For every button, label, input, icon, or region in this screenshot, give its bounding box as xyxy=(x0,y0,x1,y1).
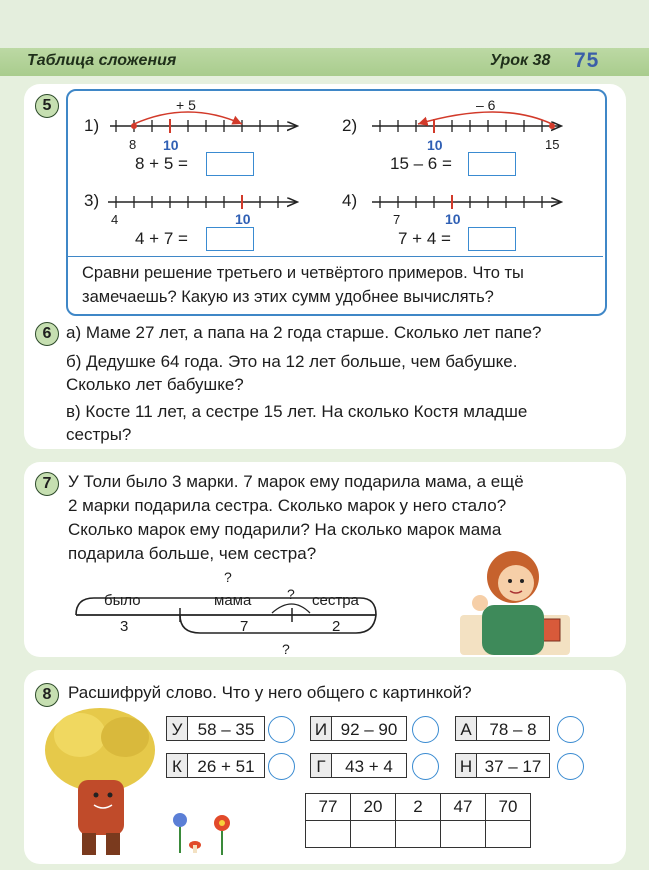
boy-illustration xyxy=(440,545,610,657)
task-5-question: Сравни решение третьего и четвёртого примеров. Что ты замечаешь? Какую из этих сумм удобнее вычислять? xyxy=(82,264,524,306)
answer-circle-n[interactable] xyxy=(557,753,584,780)
number-line-3 xyxy=(108,195,296,209)
line-3-ten: 10 xyxy=(235,211,251,227)
code-letter-u: У xyxy=(166,716,188,741)
answer-values-row xyxy=(306,794,531,821)
task-6-c-line1: в) Косте 11 лет, а сестре 15 лет. На сколько Костя младше xyxy=(66,402,528,421)
task-6-a: а) Маме 27 лет, а папа на 2 года старше. Сколько лет папе? xyxy=(66,323,542,342)
line-1-label: 1) xyxy=(84,116,100,135)
answer-slot[interactable] xyxy=(351,821,396,848)
diagram-q-mid: ? xyxy=(287,586,295,602)
diagram-q-bottom: ? xyxy=(282,641,290,657)
answer-value: 47 xyxy=(441,794,486,821)
line-4-start: 7 xyxy=(393,212,401,227)
line-4-expr: 7 + 4 = xyxy=(398,229,451,248)
task-7-line3: Сколько марок ему подарили? На сколько марок мама xyxy=(68,520,502,539)
task-8-question: Расшифруй слово. Что у него общего с картинкой? xyxy=(68,683,472,702)
diagram-v3: 3 xyxy=(120,618,129,635)
line-2-start: 15 xyxy=(545,137,560,152)
task-6-number: 6 xyxy=(35,322,59,346)
diagram-was: было xyxy=(104,592,141,609)
code-expr-n: 37 – 17 xyxy=(476,753,550,778)
line-2-expr: 15 – 6 = xyxy=(390,154,452,173)
line-4-label: 4) xyxy=(342,191,358,210)
code-letter-k: К xyxy=(166,753,188,778)
number-line-1 xyxy=(110,112,296,133)
line-1-answer-box[interactable] xyxy=(206,152,254,176)
line-2-arrow-label: – 6 xyxy=(476,97,496,113)
task-7-line1: У Толи было 3 марки. 7 марок ему подарила мама, а ещё xyxy=(68,472,524,491)
line-3-start: 4 xyxy=(111,212,119,227)
answer-circle-g[interactable] xyxy=(412,753,439,780)
code-expr-i: 92 – 90 xyxy=(331,716,407,741)
answer-circle-k[interactable] xyxy=(268,753,295,780)
task-5-divider xyxy=(68,256,603,257)
diagram-q-top: ? xyxy=(224,569,232,585)
line-1-expr: 8 + 5 = xyxy=(135,154,188,173)
answer-letters-row xyxy=(306,821,531,848)
answer-value: 70 xyxy=(486,794,531,821)
page-number: 75 xyxy=(574,49,600,72)
task-6-b-line1: б) Дедушке 64 года. Это на 12 лет больше, чем бабушке. xyxy=(66,352,518,371)
line-3-label: 3) xyxy=(84,191,100,210)
diagram-v7: 7 xyxy=(240,618,249,635)
code-letter-g: Г xyxy=(310,753,332,778)
line-2-label: 2) xyxy=(342,116,358,135)
task-8-number: 8 xyxy=(35,683,59,707)
task-6-b-line2: Сколько лет бабушке? xyxy=(66,375,244,394)
task-7-line4: подарила больше, чем сестра? xyxy=(68,544,317,563)
answer-value: 77 xyxy=(306,794,351,821)
line-4-answer-box[interactable] xyxy=(468,227,516,251)
code-letter-n: Н xyxy=(455,753,477,778)
answer-value: 20 xyxy=(351,794,396,821)
line-2-ten: 10 xyxy=(427,137,443,153)
diagram-sister: сестра xyxy=(312,592,359,609)
line-1-ten: 10 xyxy=(163,137,179,153)
line-2-answer-box[interactable] xyxy=(468,152,516,176)
answer-slot[interactable] xyxy=(486,821,531,848)
line-3-answer-box[interactable] xyxy=(206,227,254,251)
line-1-arrow-label: + 5 xyxy=(176,97,196,113)
diagram-v2: 2 xyxy=(332,618,341,635)
task-6-c-line2: сестры? xyxy=(66,425,132,444)
line-1-start: 8 xyxy=(129,137,137,152)
page-title: Таблица сложения xyxy=(27,52,177,69)
code-expr-g: 43 + 4 xyxy=(331,753,407,778)
answer-slot[interactable] xyxy=(396,821,441,848)
task-7-number: 7 xyxy=(35,472,59,496)
number-line-2 xyxy=(372,112,560,133)
code-expr-k: 26 + 51 xyxy=(187,753,265,778)
diagram-mom: мама xyxy=(214,592,252,609)
line-3-expr: 4 + 7 = xyxy=(135,229,188,248)
answer-circle-u[interactable] xyxy=(268,716,295,743)
answer-value: 2 xyxy=(396,794,441,821)
answer-table xyxy=(305,793,531,848)
task-7-line2: 2 марки подарила сестра. Сколько марок у него стало? xyxy=(68,496,507,515)
answer-circle-a[interactable] xyxy=(557,716,584,743)
answer-slot[interactable] xyxy=(441,821,486,848)
answer-slot[interactable] xyxy=(306,821,351,848)
task-5-number: 5 xyxy=(35,94,59,118)
code-expr-a: 78 – 8 xyxy=(476,716,550,741)
number-line-4 xyxy=(372,195,560,209)
code-letter-a: А xyxy=(455,716,477,741)
lesson-label: Урок 38 xyxy=(490,52,551,69)
answer-circle-i[interactable] xyxy=(412,716,439,743)
code-expr-u: 58 – 35 xyxy=(187,716,265,741)
code-letter-i: И xyxy=(310,716,332,741)
tree-illustration xyxy=(30,705,240,863)
line-4-ten: 10 xyxy=(445,211,461,227)
